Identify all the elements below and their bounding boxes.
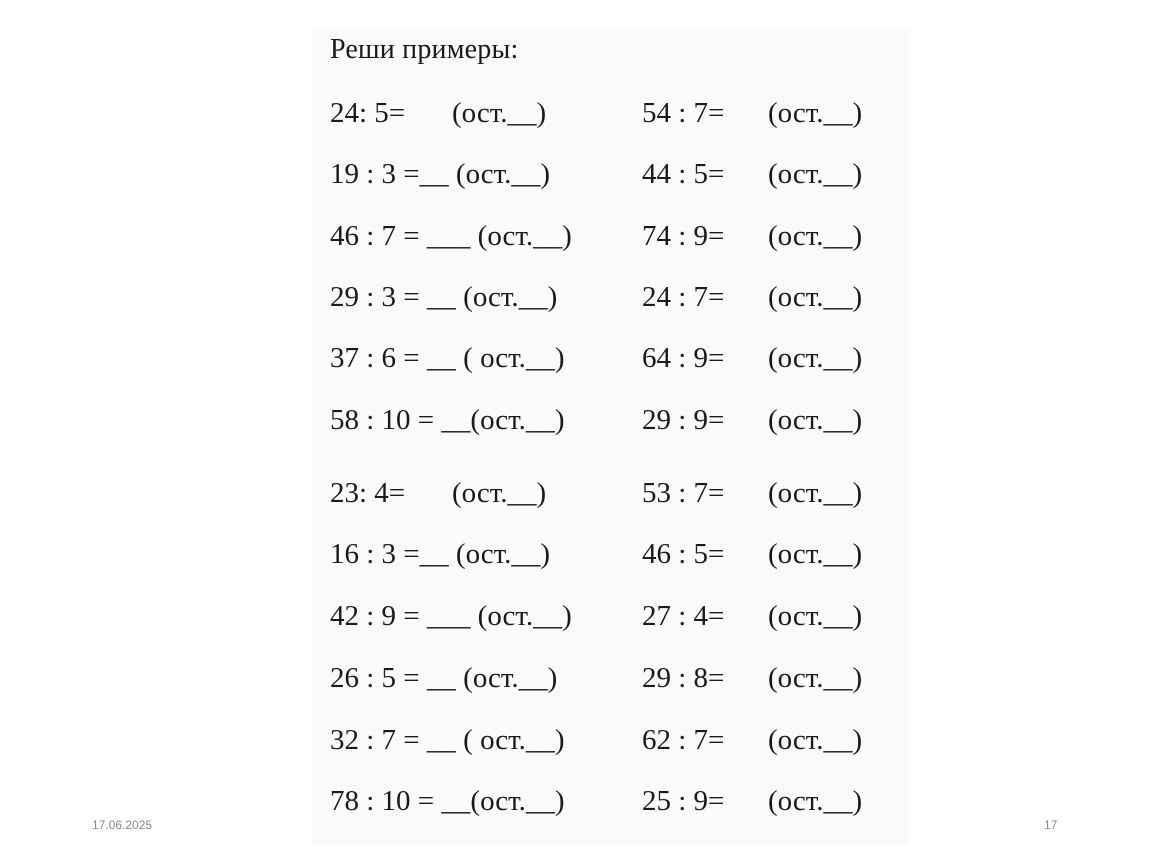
exercise-right: 62 : 7= — [642, 724, 725, 756]
exercise-right-remainder: (ост.__) — [768, 220, 863, 252]
exercise-right-remainder: (ост.__) — [768, 724, 863, 756]
exercise-right: 44 : 5= — [642, 158, 725, 190]
slide-date: 17.06.2025 — [92, 818, 153, 832]
worksheet-title: Реши примеры: — [330, 34, 519, 65]
exercise-right: 27 : 4= — [642, 600, 725, 632]
exercise-left: 26 : 5 = __ (ост.__) — [330, 662, 558, 694]
exercise-right-remainder: (ост.__) — [768, 662, 863, 694]
exercise-right-remainder: (ост.__) — [768, 404, 863, 436]
exercise-right-remainder: (ост.__) — [768, 281, 863, 313]
exercise-left: 19 : 3 =__ (ост.__) — [330, 158, 551, 190]
exercise-left: 37 : 6 = __ ( ост.__) — [330, 342, 565, 374]
exercise-left: 46 : 7 = ___ (ост.__) — [330, 220, 572, 252]
exercise-right: 54 : 7= — [642, 97, 725, 129]
exercise-left: 16 : 3 =__ (ост.__) — [330, 538, 551, 570]
exercise-left-remainder: (ост.__) — [452, 477, 547, 509]
exercise-left: 29 : 3 = __ (ост.__) — [330, 281, 558, 313]
exercise-right: 25 : 9= — [642, 785, 725, 817]
exercise-left-remainder: (ост.__) — [452, 97, 547, 129]
exercise-right: 74 : 9= — [642, 220, 725, 252]
exercise-left: 58 : 10 = __(ост.__) — [330, 404, 565, 436]
exercise-right-remainder: (ост.__) — [768, 97, 863, 129]
slide-number: 17 — [1044, 818, 1058, 832]
exercise-right-remainder: (ост.__) — [768, 342, 863, 374]
exercise-right-remainder: (ост.__) — [768, 538, 863, 570]
exercise-right-remainder: (ост.__) — [768, 785, 863, 817]
exercise-right-remainder: (ост.__) — [768, 477, 863, 509]
exercise-left: 23: 4= — [330, 477, 406, 509]
exercise-left: 32 : 7 = __ ( ост.__) — [330, 724, 565, 756]
exercise-left: 24: 5= — [330, 97, 406, 129]
exercise-right: 53 : 7= — [642, 477, 725, 509]
exercise-left: 42 : 9 = ___ (ост.__) — [330, 600, 572, 632]
exercise-right: 46 : 5= — [642, 538, 725, 570]
exercise-right-remainder: (ост.__) — [768, 158, 863, 190]
exercise-right: 24 : 7= — [642, 281, 725, 313]
exercise-right-remainder: (ост.__) — [768, 600, 863, 632]
exercise-right: 29 : 9= — [642, 404, 725, 436]
exercise-right: 29 : 8= — [642, 662, 725, 694]
exercise-left: 78 : 10 = __(ост.__) — [330, 785, 565, 817]
exercise-right: 64 : 9= — [642, 342, 725, 374]
